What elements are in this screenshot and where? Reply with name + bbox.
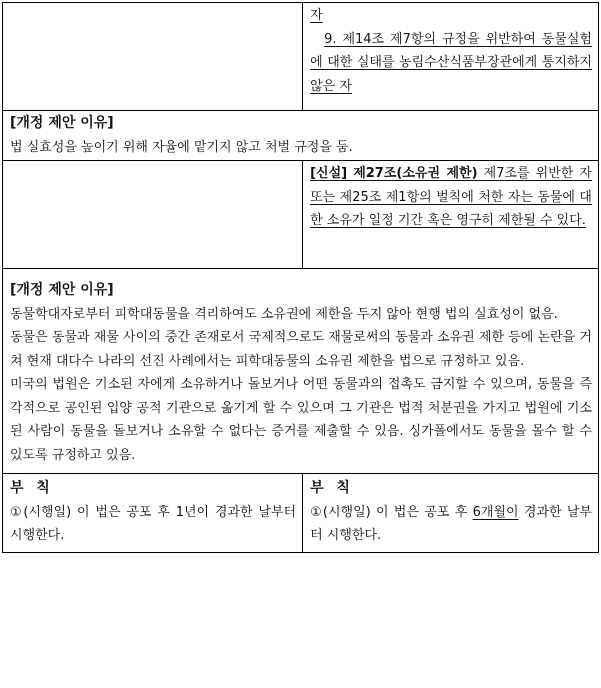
reason-cell [3,269,599,474]
reason-paragraph: 동물학대자로부터 피학대동물을 격리하여도 소유권에 제한을 두지 않아 현행 법의 실효성이 없음. [10,306,558,322]
amendment-item-9: 9. 제14조 제7항의 규정을 위반하여 동물실험에 대한 실태를 농림수산식품부장관에게 통지하지 않은 자 [310,31,592,94]
table-row [3,161,599,269]
reason-paragraph: 동물은 동물과 재물 사이의 중간 존재로서 국제적으로도 재물로써의 동물과 소유권 제한 등에 논란을 거쳐 현재 대다수 나라의 선진 사례에서는 피학대동물의 소유권 제한을 법으로 규정하고 있음. [10,330,592,369]
comparison-table [2,2,599,553]
supplementary-heading: 부 칙 [310,480,351,496]
supplementary-heading: 부 칙 [10,480,51,496]
article-text: 제7조를 위반한 자 또는 제25조 제1항의 벌칙에 처한 자는 동물에 대한 소유가 일정 기간 혹은 영구히 제한될 수 있다. [310,166,592,228]
amendment-text-continued: 자 [310,8,323,23]
current-law-cell [3,161,303,269]
new-article-cell [303,161,599,269]
table-row [3,3,599,111]
supplementary-text: 경과한 날부터 시행한다. [310,504,593,543]
reason-cell [3,111,599,161]
reason-paragraph: 미국의 법원은 기소된 자에게 소유하거나 돌보거나 어떤 동물과의 접촉도 금지할 수 있으며, 동물을 즉각적으로 공인된 입양 공적 기관으로 옮기게 할 수 있으며 그 기관은 법적 처분권을 가지고 법원에 기소된 사람이 동물을 돌보거나 소유할 수 없다는 증거를 제출할 수 있음. 싱가폴에서도 동물을 몰수 할 수 있도록 규정하고 있음. [10,377,592,463]
supplementary-current-cell [3,474,303,553]
changed-period: 6개월이 [472,504,519,520]
table-row [3,269,599,474]
reason-heading: [개정 제안 이유] [10,282,114,298]
reason-heading: [개정 제안 이유] [10,115,114,131]
current-law-cell [3,3,303,111]
table-row [3,111,599,161]
supplementary-amendment-cell [303,474,599,553]
reason-text: 법 실효성을 높이기 위해 자율에 맡기지 않고 처벌 규정을 둠. [10,139,353,155]
supplementary-text: ①(시행일) 이 법은 공포 후 [310,504,473,520]
amendment-cell [303,3,599,111]
table-row [3,474,599,553]
new-tag: [신설] [310,166,348,181]
supplementary-text: ①(시행일) 이 법은 공포 후 1년이 경과한 날부터 시행한다. [10,504,297,543]
article-title: 제27조(소유권 제한) [353,166,478,181]
